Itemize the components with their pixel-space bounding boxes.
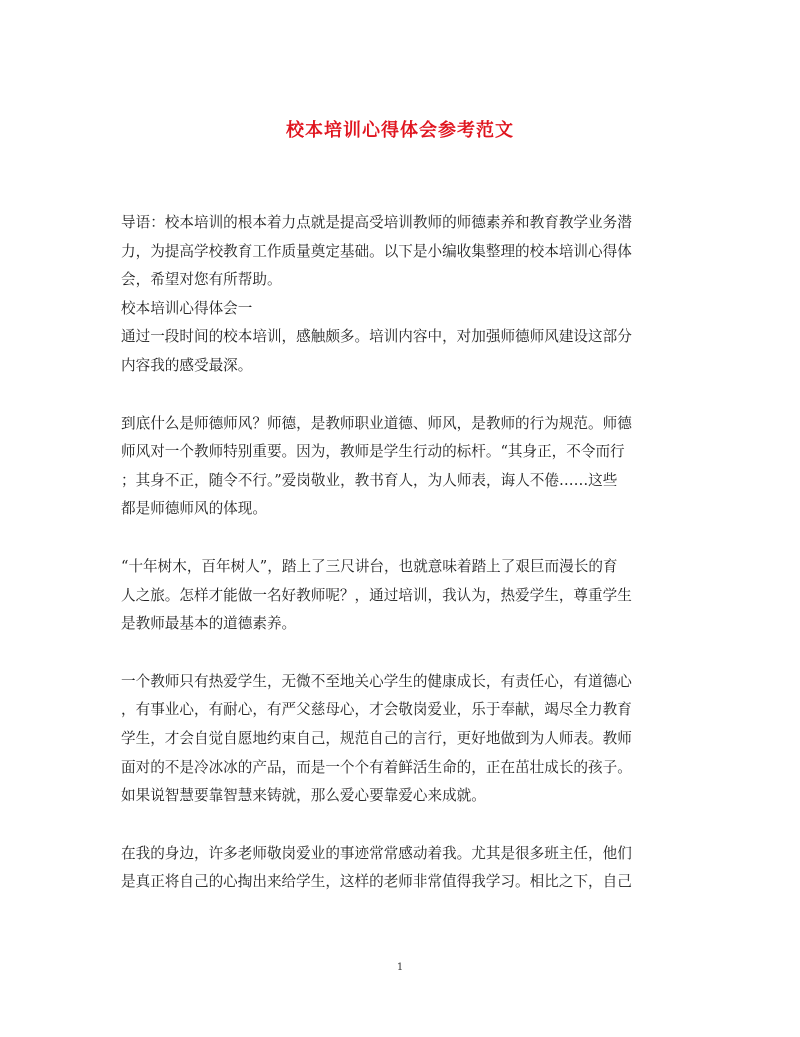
text-line: 通过一段时间的校本培训，感触颇多。培训内容中，对加强师德师风建设这部分 — [121, 328, 632, 346]
paragraph — [121, 323, 683, 380]
text-line: 是真正将自己的心掏出来给学生，这样的老师非常值得我学习。相比之下，自己 — [121, 873, 632, 891]
text-line: 面对的不是冷冰冰的产品，而是一个个有着鲜活生命的，正在茁壮成长的孩子。 — [121, 758, 632, 776]
paragraph — [121, 668, 683, 811]
page-number: 1 — [396, 962, 404, 973]
paragraph — [121, 553, 683, 639]
paragraph-spacer — [121, 381, 683, 410]
document-body — [121, 209, 683, 897]
text-line: 如果说智慧要靠智慧来铸就，那么爱心要靠爱心来成就。 — [121, 787, 486, 805]
text-line: “十年树木，百年树人”，踏上了三尺讲台，也就意味着踏上了艰巨而漫长的育 — [121, 557, 618, 575]
document-title: 校本培训心得体会参考范文 — [286, 120, 514, 141]
text-line: 到底什么是师德师风？师德，是教师职业道德、师风，是教师的行为规范。师德 — [121, 414, 632, 432]
paragraph-spacer — [121, 811, 683, 840]
text-line: 导语：校本培训的根本着力点就是提高受培训教师的师德素养和教育教学业务潜 — [121, 214, 632, 231]
paragraph — [121, 840, 683, 897]
text-line: 是教师最基本的道德素养。 — [121, 615, 297, 633]
text-line: 内容我的感受最深。 — [121, 356, 253, 374]
text-line: 学生，才会自觉自愿地约束自己，规范自己的言行，更好地做到为人师表。教师 — [121, 729, 632, 747]
intro-paragraph — [121, 209, 683, 295]
text-line: 一个教师只有热爱学生，无微不至地关心学生的健康成长，有责任心，有道德心 — [121, 672, 632, 690]
text-line: ，有事业心，有耐心，有严父慈母心，才会敬岗爱业，乐于奉献，竭尽全力教育 — [121, 701, 632, 719]
text-line: ；其身不正，随令不行。”爱岗敬业，教书育人，为人师表，诲人不倦……这些 — [121, 471, 618, 489]
paragraph — [121, 410, 683, 524]
text-line: 师风对一个教师特别重要。因为，教师是学生行动的标杆。“其身正，不令而行 — [121, 443, 625, 461]
paragraph-spacer — [121, 524, 683, 553]
paragraph-spacer — [121, 639, 683, 668]
text-line: 都是师德师风的体现。 — [121, 500, 267, 518]
text-line: 力，为提高学校教育工作质量奠定基础。以下是小编收集整理的校本培训心得体 — [121, 242, 632, 260]
section-heading: 校本培训心得体会一 — [121, 299, 253, 317]
text-line: 会，希望对您有所帮助。 — [121, 271, 282, 289]
text-line: 在我的身边，许多老师敬岗爱业的事迹常常感动着我。尤其是很多班主任，他们 — [121, 844, 632, 862]
text-line: 人之旅。怎样才能做一名好教师呢？，通过培训，我认为，热爱学生，尊重学生 — [121, 586, 632, 604]
